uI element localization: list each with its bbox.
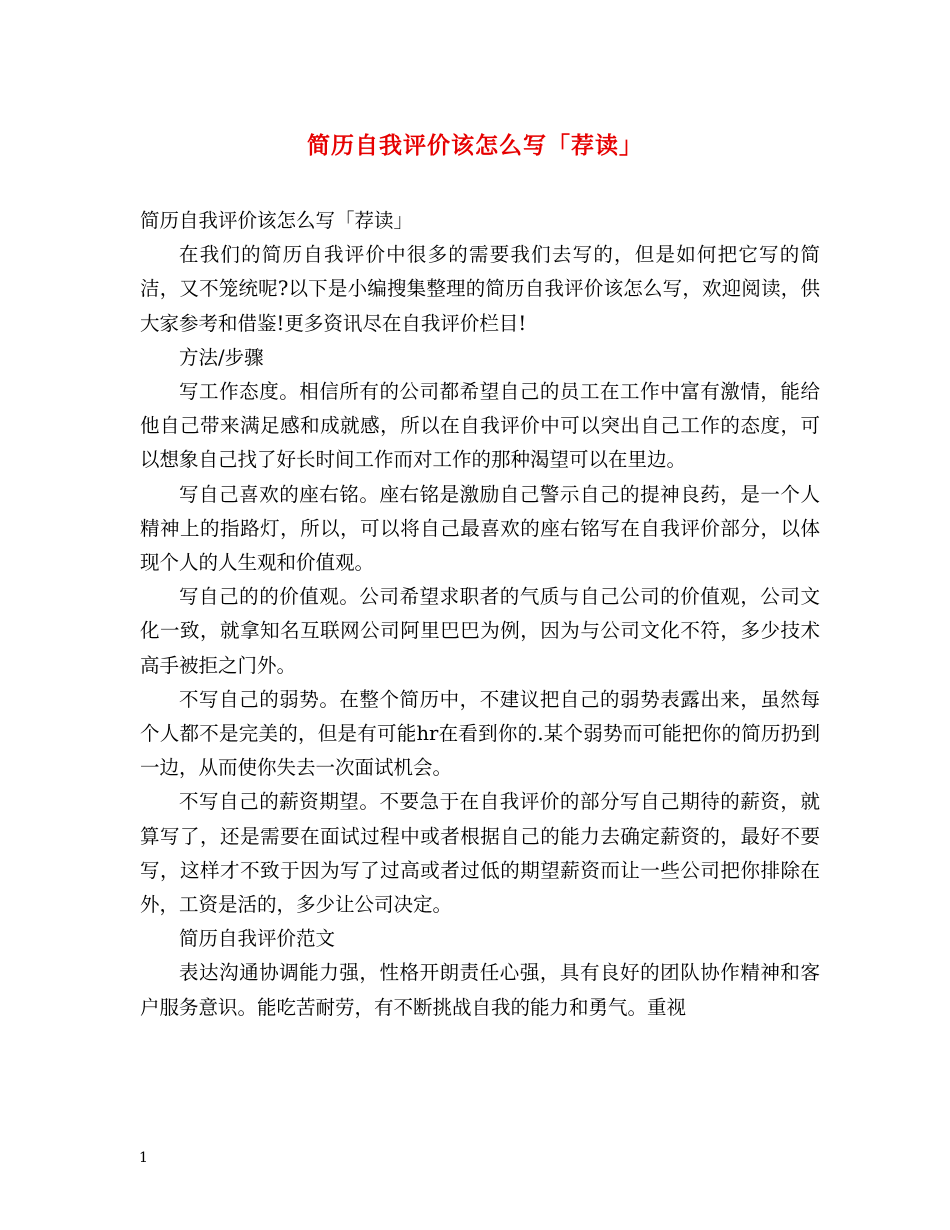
body-paragraph: 在我们的简历自我评价中很多的需要我们去写的，但是如何把它写的简洁，又不笼统呢?以下是小编搜集整理的简历自我评价该怎么写，欢迎阅读，供大家参考和借鉴!更多资讯尽在自我评价栏目! bbox=[140, 243, 820, 335]
body-paragraph: 写自己喜欢的座右铭。座右铭是激励自己警示自己的提神良药，是一个人精神上的指路灯，所以，可以将自己最喜欢的座右铭写在自我评价部分，以体现个人的人生观和价值观。 bbox=[140, 482, 820, 575]
body-paragraph: 不写自己的弱势。在整个简历中，不建议把自己的弱势表露出来，虽然每个人都不是完美的，但是有可能hr在看到你的.某个弱势而可能把你的简历扔到一边，从而使你失去一次面试机会。 bbox=[140, 687, 820, 780]
document-subtitle: 简历自我评价该怎么写「荐读」 bbox=[140, 209, 414, 232]
body-paragraph: 方法/步骤 bbox=[179, 345, 264, 369]
page-number: 1 bbox=[139, 1150, 148, 1166]
body-paragraph: 写工作态度。相信所有的公司都希望自己的员工在工作中富有激情，能给他自己带来满足感和成就感，所以在自我评价中可以突出自己工作的态度，可以想象自己找了好长时间工作而对工作的那种渴望可以在里边。 bbox=[140, 380, 820, 472]
body-paragraph: 写自己的的价值观。公司希望求职者的气质与自己公司的价值观，公司文化一致，就拿知名互联网公司阿里巴巴为例，因为与公司文化不符，多少技术高手被拒之门外。 bbox=[140, 585, 820, 677]
document-title: 简历自我评价该怎么写「荐读」 bbox=[307, 133, 643, 159]
body-paragraph: 简历自我评价范文 bbox=[179, 927, 336, 951]
body-paragraph: 不写自己的薪资期望。不要急于在自我评价的部分写自己期待的薪资，就算写了，还是需要在面试过程中或者根据自己的能力去确定薪资的，最好不要写，这样才不致于因为写了过高或者过低的期望薪资而让一些公司把你排除在外，工资是活的，多少让公司决定。 bbox=[140, 790, 820, 917]
document-body bbox=[140, 204, 820, 1025]
body-paragraph: 表达沟通协调能力强，性格开朗责任心强，具有良好的团队协作精神和客户服务意识。能吃苦耐劳，有不断挑战自我的能力和勇气。重视 bbox=[140, 961, 820, 1019]
